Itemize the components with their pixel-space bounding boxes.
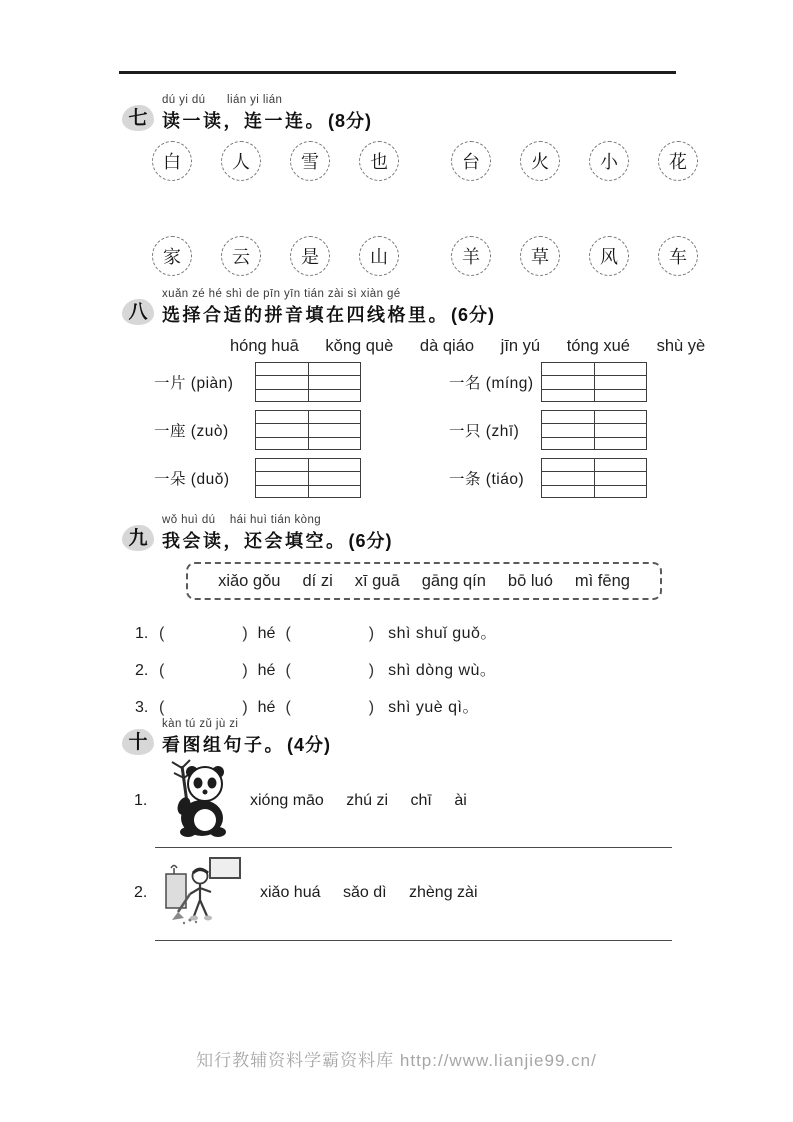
- section-number-badge: [122, 525, 154, 551]
- scrambled-word: sǎo dì: [342, 883, 387, 901]
- section-9-title: 我会读，还会填空。: [162, 531, 347, 551]
- char-bubble: 白: [152, 141, 192, 181]
- pinyin-option: jīn yú: [500, 337, 541, 355]
- pinyin-option: hóng huā: [230, 337, 299, 355]
- word-bank-item: xiǎo gǒu: [218, 571, 281, 590]
- pinyin-fourline-grid: [541, 362, 647, 402]
- item-number: 1.: [134, 791, 148, 809]
- char-bubble: 火: [520, 141, 560, 181]
- char-bubble: 草: [520, 236, 560, 276]
- fill-blank-item: [135, 657, 496, 680]
- sentence-building-item: [134, 758, 485, 843]
- sentence-building-item: [134, 854, 496, 931]
- top-rule: [119, 71, 676, 74]
- paren-open: (: [159, 662, 165, 679]
- scrambled-word: zhèng zài: [409, 883, 478, 901]
- paren-close: ): [368, 662, 375, 679]
- item-number: 1.: [135, 625, 149, 642]
- item-number: 2.: [135, 662, 149, 679]
- section-10-number: 十: [128, 731, 148, 753]
- measure-word-label: 一片 (piàn): [154, 375, 234, 392]
- fill-blank-item: [135, 620, 497, 643]
- word-bank-box: [186, 562, 662, 600]
- answer-line: [155, 847, 672, 848]
- scrambled-word: zhú zi: [346, 791, 389, 809]
- measure-word-label: 一只 (zhī): [449, 423, 520, 440]
- section-9-number: 九: [128, 527, 148, 549]
- char-bubble: 是: [290, 236, 330, 276]
- paren-close: ): [368, 625, 375, 642]
- measure-word-row: [120, 362, 677, 402]
- connector-word: hé: [257, 625, 276, 642]
- pinyin-fourline-grid: [541, 410, 647, 450]
- section-10-points: (4分): [287, 735, 331, 755]
- match-row-2: [152, 236, 727, 276]
- paren-open: (: [159, 625, 165, 642]
- pinyin-fourline-grid: [255, 362, 361, 402]
- section-number-badge: [122, 105, 154, 131]
- sweeping-child-icon: [162, 854, 244, 931]
- section-number-badge: [122, 299, 154, 325]
- sentence-tail: shì yuè qì。: [388, 699, 479, 716]
- char-bubble: 也: [359, 141, 399, 181]
- scrambled-word: chī: [410, 791, 432, 809]
- word-bank-item: bō luó: [507, 571, 553, 590]
- section-7-header: [122, 94, 372, 133]
- pinyin-option: dà qiáo: [419, 337, 475, 355]
- paren-open: (: [285, 662, 291, 679]
- section-10-header: [122, 718, 331, 757]
- section-8-pinyin: xuǎn zé hé shì de pīn yīn tián zài sì xiàn gé: [162, 288, 401, 300]
- paren-open: (: [285, 625, 291, 642]
- char-bubble: 云: [221, 236, 261, 276]
- char-bubble: 小: [589, 141, 629, 181]
- char-bubble: 台: [451, 141, 491, 181]
- section-number-badge: [122, 729, 154, 755]
- answer-line: [155, 940, 672, 941]
- section-8-title: 选择合适的拼音填在四线格里。: [162, 305, 449, 325]
- measure-word-label: 一条 (tiáo): [449, 471, 525, 488]
- match-row-1: [152, 141, 727, 181]
- char-bubble: 风: [589, 236, 629, 276]
- section-9-pinyin: wǒ huì dú hái huì tián kòng: [162, 514, 322, 526]
- scrambled-word: ài: [454, 791, 467, 809]
- paren-close: ): [242, 699, 248, 716]
- word-bank-item: mì fēng: [574, 571, 630, 590]
- section-9-header: [122, 514, 393, 553]
- pinyin-fourline-grid: [255, 410, 361, 450]
- scrambled-word: xióng māo: [250, 791, 324, 809]
- connector-word: hé: [257, 699, 276, 716]
- section-10-title: 看图组句子。: [162, 735, 285, 755]
- pinyin-option: kǒng què: [325, 337, 394, 355]
- sentence-tail: shì shuǐ guǒ。: [388, 625, 497, 642]
- measure-word-row: [120, 410, 677, 450]
- section-8-header: [122, 288, 495, 327]
- section-7-number: 七: [128, 107, 148, 129]
- char-bubble: 山: [359, 236, 399, 276]
- sentence-tail: shì dòng wù。: [388, 662, 497, 679]
- char-bubble: 人: [221, 141, 261, 181]
- measure-word-label: 一朵 (duǒ): [154, 471, 230, 488]
- section-9-points: (6分): [348, 531, 393, 551]
- paren-close: ): [242, 625, 248, 642]
- scrambled-words: [260, 884, 496, 902]
- section-10-pinyin: kàn tú zǔ jù zi: [162, 718, 239, 730]
- footer-watermark: 知行教辅资料学霸资料库 http://www.lianjie99.cn/: [196, 1051, 597, 1070]
- char-bubble: 羊: [451, 236, 491, 276]
- paren-open: (: [159, 699, 165, 716]
- scrambled-words: [250, 792, 485, 810]
- connector-word: hé: [257, 662, 276, 679]
- pinyin-option: shù yè: [656, 337, 706, 355]
- section-7-pinyin: dú yi dú lián yi lián: [162, 94, 283, 106]
- paren-close: ): [368, 699, 375, 716]
- section-8-number: 八: [128, 301, 148, 323]
- word-bank-item: xī guā: [354, 571, 400, 590]
- paren-open: (: [285, 699, 291, 716]
- measure-word-label: 一座 (zuò): [154, 423, 229, 440]
- section-7-title: 读一读，连一连。: [162, 111, 326, 131]
- fill-blank-item: [135, 694, 479, 717]
- pinyin-fourline-grid: [541, 458, 647, 498]
- pinyin-fourline-grid: [255, 458, 361, 498]
- item-number: 3.: [135, 699, 149, 716]
- paren-close: ): [242, 662, 248, 679]
- pinyin-option: tóng xué: [566, 337, 630, 355]
- word-bank-item: dí zi: [302, 571, 333, 590]
- char-bubble: 雪: [290, 141, 330, 181]
- section-8-points: (6分): [451, 305, 495, 325]
- measure-word-row: [120, 458, 677, 498]
- char-bubble: 家: [152, 236, 192, 276]
- item-number: 2.: [134, 883, 148, 901]
- char-bubble: 花: [658, 141, 698, 181]
- scrambled-word: xiǎo huá: [260, 883, 321, 901]
- char-bubble: 车: [658, 236, 698, 276]
- pinyin-options-row: [230, 337, 727, 356]
- word-bank-item: gāng qín: [421, 571, 486, 590]
- measure-word-label: 一名 (míng): [449, 375, 534, 392]
- section-7-points: (8分): [328, 111, 372, 131]
- panda-icon: [162, 758, 234, 843]
